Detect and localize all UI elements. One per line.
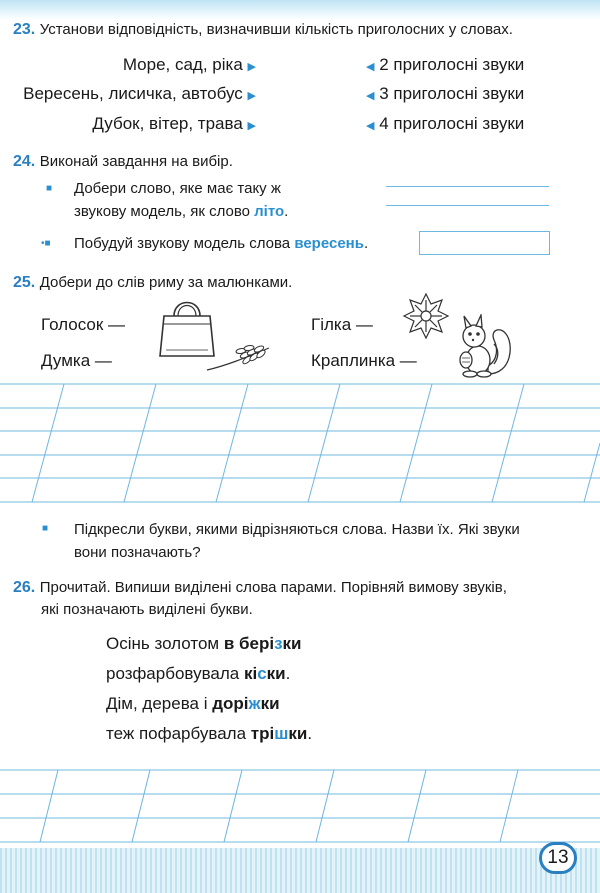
triangle-left-icon: ◀ [366,61,375,73]
top-decorative-band [0,0,600,20]
triangle-left-icon: ◀ [366,120,375,132]
t24-bullet2 [74,235,368,252]
bullet-icon: ■ [46,183,53,194]
task-26-header [13,579,507,597]
task-24-text: Виконай завдання на вибір. [39,153,233,170]
poem-text: розфарбовувала [106,664,244,683]
underline-task-line2: вони позначають? [74,544,201,561]
task-25-text: Добери до слів риму за малюнками. [39,274,293,291]
snowflake-icon [402,292,450,340]
poem-line-2 [106,664,290,684]
t23-left-item-1[interactable] [123,55,256,75]
task-26-text-line1: Прочитай. Випиши виділені слова парами. Порівняй вимову звуків, [39,579,507,596]
highlight-word: ки [266,664,286,683]
t23-left-item-2[interactable] [23,84,256,104]
highlight-letter: ж [248,694,261,713]
bottom-decorative-band [0,848,600,893]
triangle-right-icon: ▶ [247,120,256,132]
highlight-word: кі [243,664,258,683]
t24-bullet1-line1: Добери слово, яке має таку ж [74,180,281,197]
triangle-right-icon: ▶ [247,61,256,73]
word-hilka: Гілка — [311,315,373,334]
highlight-word: ки [282,634,302,653]
task-23-header [13,21,513,39]
task-24-number: 24. [13,153,36,170]
word-golosok: Голосок — [41,315,126,334]
poem-line-1 [106,634,301,654]
poem-punct: . [285,664,291,683]
underline-task-line1: Підкресли букви, якими відрізняються слова. Назви їх. Які звуки [74,521,520,538]
highlight-letter: ш [274,724,289,743]
highlight-word: ки [260,694,280,713]
triangle-left-icon: ◀ [366,90,375,102]
task-24-header [13,153,233,171]
sound-model-box[interactable] [419,231,550,255]
poem-line-4 [106,724,312,744]
answer-line-1[interactable] [386,186,549,187]
t23-left-text-1: Море, сад, ріка [122,55,243,74]
t24-bullet2-text: Побудуй звукову модель слова [74,235,295,252]
poem-text: Дім, дерева і [106,694,213,713]
t23-right-item-2[interactable] [366,84,524,104]
task-26-text-line2: які позначають виділені букви. [41,601,253,618]
t24-bullet1-end: . [284,203,289,220]
t24-bullet1-text: звукову модель, як слово [74,203,255,220]
t24-word-veresen: вересень [294,235,364,252]
t24-word-lito: літо [254,203,285,220]
task-25-number: 25. [13,274,36,291]
triangle-right-icon: ▶ [247,90,256,102]
highlight-letter: с [257,664,267,683]
t23-right-text-3: 4 приголосні звуки [379,114,525,133]
page-number-badge [539,842,577,874]
word-dumka: Думка — [41,351,112,370]
task-23-number: 23. [13,21,36,38]
answer-line-2[interactable] [386,205,549,206]
t23-right-item-1[interactable] [366,55,524,75]
t23-right-item-3[interactable] [366,114,524,134]
word-kraplynka: Краплинка — [311,351,417,370]
squirrel-icon [454,314,514,380]
t23-left-text-2: Вересень, лисичка, автобус [23,84,243,103]
wheat-icon [205,342,273,372]
highlight-word: в бері [223,634,275,653]
t24-bullet2-end: . [363,235,369,252]
t23-left-item-3[interactable] [92,114,256,134]
highlight-word: дорі [212,694,249,713]
poem-line-3 [106,694,280,714]
bullet-icon: •■ [41,238,51,249]
writing-lines[interactable] [0,378,600,513]
writing-lines-bottom[interactable] [0,764,600,848]
task-26-number: 26. [13,579,36,596]
poem-text: теж пофарбувала [106,724,251,743]
page-number: 13 [547,847,569,868]
bullet-icon: ■ [42,523,49,534]
t23-left-text-3: Дубок, вітер, трава [92,114,243,133]
highlight-word: трі [250,724,275,743]
t23-right-text-1: 2 приголосні звуки [379,55,525,74]
highlight-word: ки [288,724,308,743]
highlight-letter: з [274,634,283,653]
t24-bullet1-line2 [74,203,288,220]
task-25-header [13,274,292,292]
t23-right-text-2: 3 приголосні звуки [379,84,525,103]
poem-punct: . [307,724,313,743]
poem-text: Осінь золотом [106,634,224,653]
task-23-text: Установи відповідність, визначивши кількість приголосних у словах. [39,21,513,38]
